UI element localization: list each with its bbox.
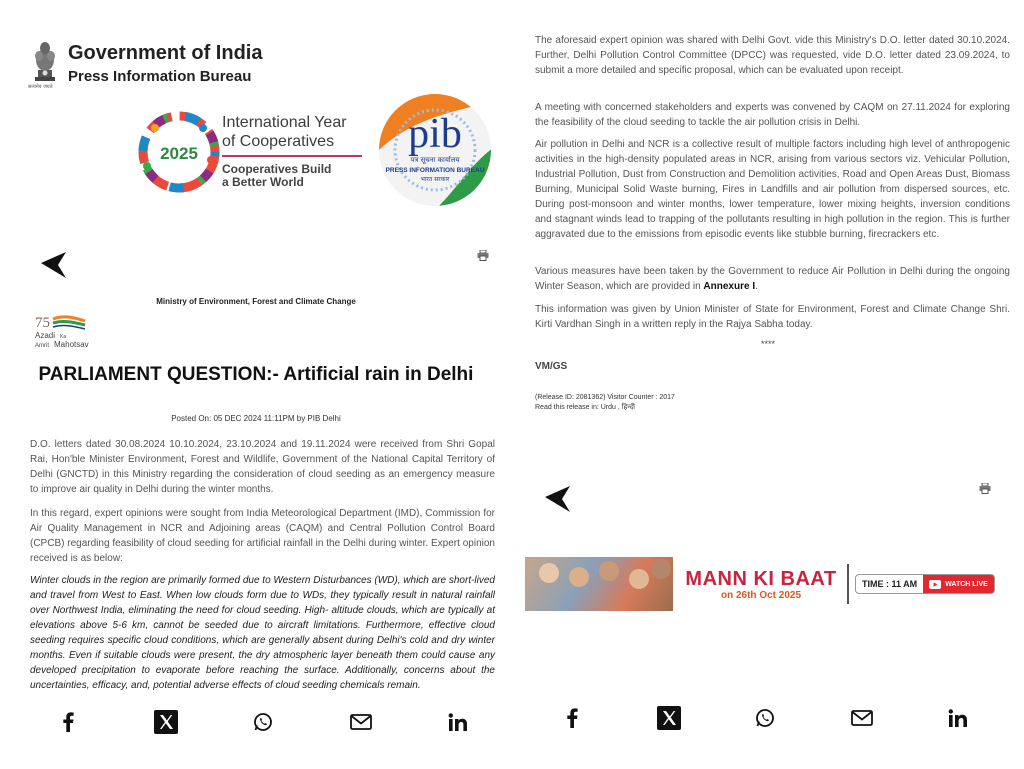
banner-date: on 26th Oct 2025	[720, 589, 802, 601]
emblem-caption: सत्यमेव जयते	[28, 84, 53, 90]
azadi-num: 75	[35, 315, 50, 331]
linkedin-icon-2	[948, 709, 968, 727]
signature: VM/GS	[535, 361, 568, 372]
coop-line3: Cooperatives Build	[222, 162, 332, 176]
banner-title: MANN KI BAAT	[685, 567, 837, 590]
pib-title: Press Information Bureau	[68, 68, 252, 85]
paragraph-5: A meeting with concerned stakeholders and experts was convened by CAQM on 27.11.2024 for exploring the feasibility of the cloud seeding to tackle the air pollution crisis in Delhi.	[535, 102, 1010, 128]
coop-rule	[222, 155, 362, 157]
gov-header[interactable]	[30, 40, 262, 92]
banner-photo	[525, 557, 673, 611]
email-icon-2	[851, 710, 873, 726]
paragraph-1: D.O. letters dated 30.08.2024 10.10.2024, 23.10.2024 and 19.11.2024 were received from Shri Gopal Rai, Hon'ble Minister Environment, Forest and Wildlife, Government of the National Capital Territory of Delhi (GNCTD) in this Ministry regarding the consideration of cloud seeding as an emergency measure to improve air quality in Delhi during the winter months.	[30, 439, 495, 495]
national-emblem-icon	[30, 40, 60, 92]
whatsapp-share-button-2[interactable]	[753, 706, 777, 730]
azadi-text1: Azadi	[35, 331, 56, 340]
paragraph-8: This information was given by Union Minister of State for Environment, Forest and Climate Change Shri. Kirti Vardhan Singh in a written reply in the Rajya Sabha today.	[535, 304, 1010, 330]
azadi-ka: Ka	[60, 334, 67, 340]
back-arrow-icon-2[interactable]	[544, 484, 572, 514]
linkedin-icon	[448, 713, 468, 731]
back-arrow-icon[interactable]	[40, 250, 68, 280]
mann-ki-baat-banner[interactable]	[525, 557, 1000, 611]
banner-time-box	[855, 574, 995, 594]
watch-live-button[interactable]	[923, 574, 994, 594]
posted-on: Posted On: 05 DEC 2024 11:11PM by PIB Delhi	[171, 414, 341, 423]
read-in	[535, 403, 675, 413]
release-info	[535, 393, 675, 413]
read-languages[interactable]: Urdu , हिन्दी	[600, 404, 635, 411]
pib-logo-hindi: पत्र सूचना कार्यालय	[410, 156, 460, 164]
share-bar	[56, 710, 470, 734]
paragraph-6: Air pollution in Delhi and NCR is a collective result of multiple factors including high level of anthropogenic activities in the high-density populated areas in NCR, arising from various sectors viz. Vehicular Pollution, Industrial Pollution, Dust from Construction and Demolition activities, Road and Open Areas Dust, Biomass Burning, Municipal Solid Waste burning, Fires in Landfills and air pollution from dispersed sources, etc. During post-monsoon and winter months, lower temperature, lower mixing heights, inversion conditions and stagnant winds lead to trapping of the pollutants resulting in high pollution in the region. This is further aggravated due to the emissions from episodic events like stubble burning, firecrackers etc.	[535, 139, 1010, 240]
gov-title: Government of India	[68, 42, 263, 64]
facebook-icon	[61, 712, 75, 732]
email-icon	[350, 714, 372, 730]
x-share-button[interactable]	[154, 710, 178, 734]
print-icon[interactable]	[477, 250, 489, 261]
end-stars: ****	[760, 339, 775, 349]
email-share-button[interactable]	[349, 710, 373, 734]
watch-live-label: WATCH LIVE	[945, 580, 988, 588]
cooperatives-2025-logo	[133, 106, 225, 198]
facebook-share-button-2[interactable]	[560, 706, 584, 730]
whatsapp-icon	[253, 712, 273, 732]
facebook-share-button[interactable]	[56, 710, 80, 734]
x-icon-2	[657, 706, 681, 730]
linkedin-share-button[interactable]	[446, 710, 470, 734]
pib-logo-text: pib	[408, 111, 462, 157]
paragraph-7	[535, 264, 1010, 294]
email-share-button-2[interactable]	[850, 706, 874, 730]
azadi-ka-amrit-mahotsav-logo	[33, 313, 103, 351]
banner-time: TIME : 11 AM	[862, 579, 918, 589]
banner-mkb	[681, 568, 841, 601]
pib-logo-hindi2: भारत सरकार	[420, 176, 450, 183]
right-panel	[512, 0, 1024, 769]
azadi-amrit: Amrit	[35, 343, 49, 349]
annexure-link[interactable]: Annexure I	[703, 281, 756, 292]
read-prefix: Read this release in:	[535, 404, 601, 411]
paragraph-4: The aforesaid expert opinion was shared with Delhi Govt. vide this Ministry's D.O. letter dated 30.10.2024. Further, Delhi Pollution Control Committee (DPCC) was requested, vide D.O. letter dated 23.09.2024, to submit a more detailed and specific proposal, which can be evaluated upon receipt.	[535, 35, 1010, 76]
azadi-text2: Mahotsav	[54, 340, 89, 349]
release-id: (Release ID: 2081362) Visitor Counter : 2017	[535, 394, 675, 401]
paragraph-7-suffix: .	[755, 281, 758, 292]
linkedin-share-button-2[interactable]	[946, 706, 970, 730]
youtube-icon	[929, 580, 941, 589]
x-icon	[154, 710, 178, 734]
paragraph-2: In this regard, expert opinions were sought from India Meteorological Department (IMD), Commission for Air Quality Management in NCR and Adjoining areas (CAQM) and Central Pollution Control Board (CPCB) regarding feasibility of cloud seeding for artificial rainfall in the Delhi during winter. Expert opinion received is as below:	[30, 508, 495, 564]
paragraph-3-expert-opinion: Winter clouds in the region are primarily formed due to Western Disturbances (WD), which are short-lived and travel from West to East. When low clouds form due to WDs, they typically result in natural rainfall over Northwest India, eliminating the need for cloud seeding. High- altitude clouds, which are typically at elevations above 5-6 km, cannot be seeded due to aircraft limitations. Furthermore, effective cloud seeding requires specific cloud conditions, which are generally absent during Delhi's cold and dry winter months. Even if suitable clouds were present, the dry atmospheric layer beneath them could cause any developed precipitation to evaporate before reaching the surface. Additionally, concerns about the uncertainties, efficacy, and, potential adverse effects of cloud seeding chemicals remain.	[30, 575, 495, 691]
ministry-name: Ministry of Environment, Forest and Climate Change	[156, 297, 356, 306]
facebook-icon-2	[565, 708, 579, 728]
x-share-button-2[interactable]	[657, 706, 681, 730]
coop-line2: of Cooperatives	[222, 133, 335, 150]
pib-logo	[377, 92, 493, 208]
coop-line1: International Year	[222, 114, 347, 131]
coop-text	[222, 113, 372, 189]
share-bar-2	[560, 706, 970, 730]
paragraph-7-prefix: Various measures have been taken by the Government to reduce Air Pollution in Delhi during the ongoing Winter Season, which are provided in	[535, 266, 1010, 292]
page-title: PARLIAMENT QUESTION:- Artificial rain in Delhi	[38, 364, 474, 385]
coop-line4: a Better World	[222, 175, 304, 189]
pib-logo-english: PRESS INFORMATION BUREAU	[385, 167, 485, 174]
coop-year: 2025	[160, 144, 198, 163]
whatsapp-share-button[interactable]	[251, 710, 275, 734]
gov-text	[68, 40, 262, 85]
whatsapp-icon-2	[755, 708, 775, 728]
banner-separator	[847, 564, 849, 604]
print-icon-2[interactable]	[979, 483, 991, 494]
